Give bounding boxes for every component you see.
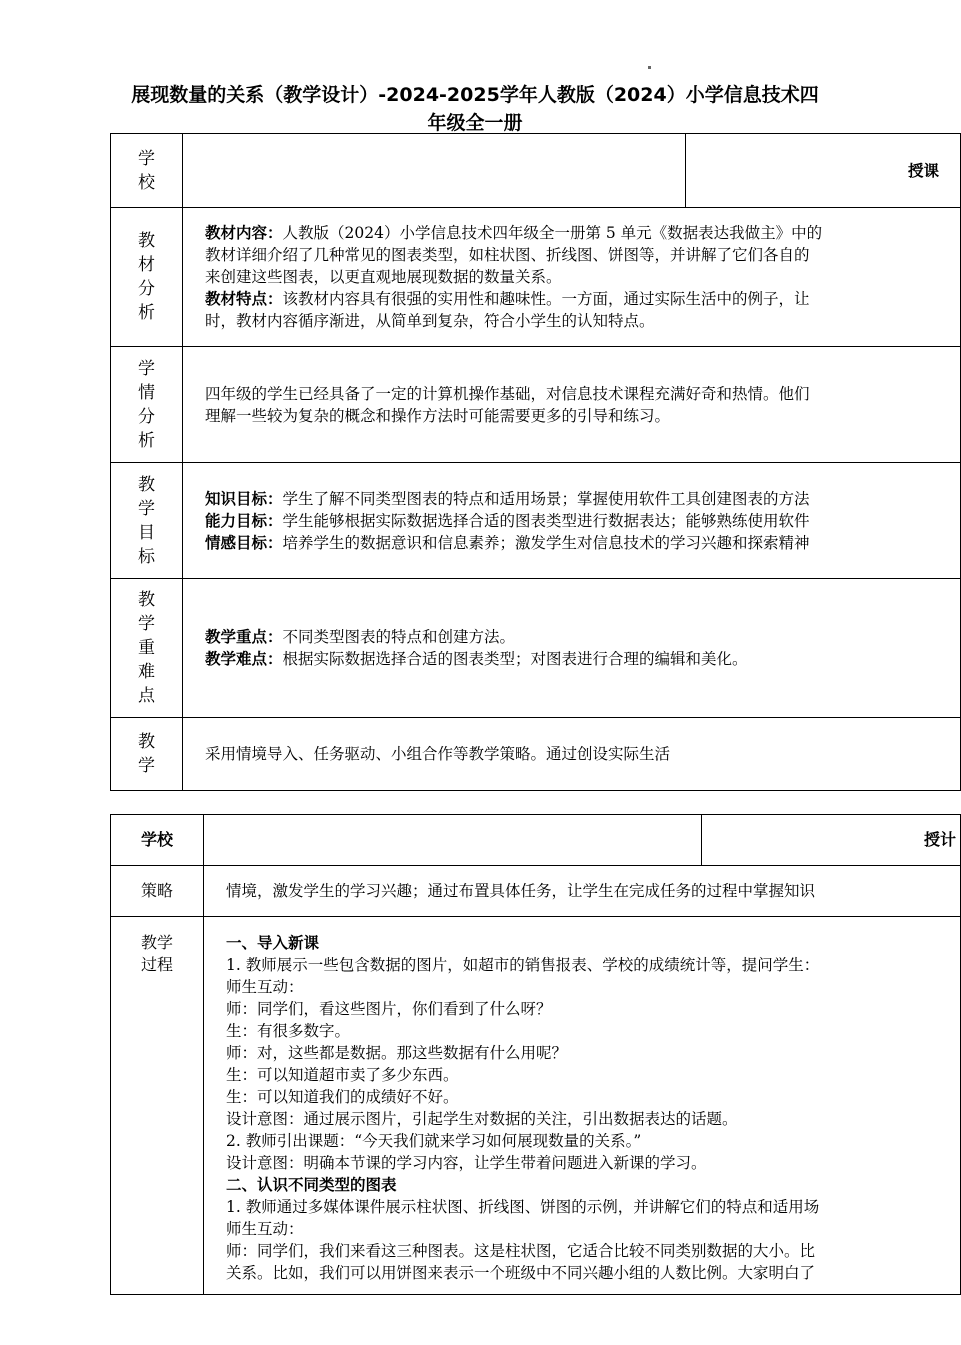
- teaching-label-cell-2: [702, 815, 961, 866]
- row-label-char: 学: [138, 756, 155, 776]
- content-text: 来创建这些图表，以更直观地展现数据的数量关系。: [205, 268, 562, 286]
- table-row: [111, 815, 961, 866]
- process-label-2: 过程: [140, 955, 173, 974]
- teaching-label-cell: [686, 134, 961, 208]
- process-line: 师：对，这些都是数据。那这些数据有什么用呢？: [226, 1044, 568, 1062]
- content-line: [205, 244, 960, 266]
- teaching-label: 授课: [908, 160, 940, 180]
- row-label-char: 分: [138, 406, 155, 427]
- process-heading: 一、导入新课: [226, 933, 320, 952]
- process-line: 2. 教师引出课题：“今天我们就来学习如何展现数量的关系。”: [226, 1132, 642, 1150]
- process-line: 生：可以知道超市卖了多少东西。: [226, 1066, 459, 1084]
- process-line: 1. 教师展示一些包含数据的图片，如超市的销售报表、学校的成绩统计等，提问学生：: [226, 956, 820, 974]
- lesson-plan-table-1: [110, 133, 961, 791]
- process-line: 生：有很多数字。: [226, 1022, 351, 1040]
- strategy-label: 策略: [111, 866, 204, 917]
- content-text: 该教材内容具有很强的实用性和趣味性。一方面，通过实际生活中的例子，让: [282, 290, 810, 308]
- row-label-cell: [111, 347, 183, 463]
- content-keyword: 教材特点：: [205, 289, 283, 308]
- process-content-cell: [204, 917, 961, 1295]
- content-text: 教材详细介绍了几种常见的图表类型，如柱状图、折线图、饼图等，并讲解了它们各自的: [205, 246, 810, 264]
- content-line: [205, 383, 960, 405]
- process-line: 师生互动：: [226, 1220, 304, 1238]
- process-line: 设计意图：明确本节课的学习内容，让学生带着问题进入新课的学习。: [226, 1154, 707, 1172]
- process-line: 师：同学们，我们来看这三种图表。这是柱状图，它适合比较不同类别数据的大小。比: [226, 1242, 816, 1260]
- process-heading: 二、认识不同类型的图表: [226, 1175, 397, 1194]
- table-row: [111, 134, 961, 208]
- document-title-line2: 年级全一册: [427, 112, 523, 134]
- content-text: 学生能够根据实际数据选择合适的图表类型进行数据表达；能够熟练使用软件: [282, 511, 810, 530]
- table-row: [111, 718, 961, 791]
- content-line: [205, 288, 960, 310]
- row-label-char: 分: [138, 279, 155, 299]
- content-line: [205, 648, 960, 670]
- row-label-char: 教: [138, 474, 155, 495]
- strategy-text: 情境，激发学生的学习兴趣；通过布置具体任务，让学生在完成任务的过程中掌握知识: [204, 866, 961, 917]
- content-line: [205, 222, 960, 244]
- row-label-char: 学: [138, 358, 155, 379]
- content-line: [205, 405, 960, 427]
- row-content-cell: [183, 208, 961, 347]
- content-text: 理解一些较为复杂的概念和操作方法时可能需要更多的引导和练习。: [205, 406, 671, 425]
- school-value-cell-2: [204, 815, 702, 866]
- row-content-cell: [183, 347, 961, 463]
- row-content-cell: [183, 718, 961, 791]
- content-keyword: 能力目标：: [205, 510, 283, 530]
- table-row: [111, 347, 961, 463]
- content-line: [205, 626, 960, 648]
- content-keyword: 教学难点：: [205, 649, 283, 668]
- row-label-char: 目: [138, 522, 155, 543]
- process-line: 关系。比如，我们可以用饼图来表示一个班级中不同兴趣小组的人数比例。大家明白了: [226, 1264, 816, 1282]
- school-value-cell: [183, 134, 686, 208]
- table-row: [111, 463, 961, 579]
- table-row: [111, 579, 961, 718]
- content-line: [205, 266, 960, 288]
- row-label-char: 析: [138, 303, 155, 323]
- content-line: [205, 510, 960, 532]
- content-text: 学生了解不同类型图表的特点和适用场景；掌握使用软件工具创建图表的方法: [282, 489, 810, 508]
- process-line: 师生互动：: [226, 978, 304, 996]
- content-text: 培养学生的数据意识和信息素养；激发学生对信息技术的学习兴趣和探索精神: [282, 533, 810, 552]
- table-row: [111, 917, 961, 1295]
- content-keyword: 教材内容：: [205, 223, 283, 242]
- content-line: [205, 310, 960, 332]
- content-keyword: 知识目标：: [205, 488, 283, 508]
- row-label-char: 教: [138, 231, 155, 251]
- page-dot: [648, 66, 651, 69]
- row-label-char: 重: [138, 638, 155, 658]
- row-content-cell: [183, 579, 961, 718]
- row-label-char: 学: [138, 614, 155, 634]
- school-label-2: 学校: [111, 815, 204, 866]
- lesson-plan-table-2: [110, 814, 961, 1295]
- row-content-cell: [183, 463, 961, 579]
- process-label-cell: [111, 917, 204, 1295]
- row-label-char: 标: [138, 546, 155, 567]
- table-row: [111, 208, 961, 347]
- process-line: 生：可以知道我们的成绩好不好。: [226, 1088, 459, 1106]
- process-line: 师：同学们，看这些图片，你们看到了什么呀？: [226, 1000, 552, 1018]
- school-label-char: 学: [138, 148, 155, 169]
- row-label-cell: [111, 579, 183, 718]
- row-label-char: 教: [138, 732, 155, 752]
- content-line: [205, 532, 960, 554]
- row-label-char: 情: [138, 382, 155, 403]
- row-label-cell: [111, 718, 183, 791]
- row-label-cell: [111, 208, 183, 347]
- process-line: 1. 教师通过多媒体课件展示柱状图、折线图、饼图的示例，并讲解它们的特点和适用场: [226, 1198, 820, 1216]
- row-label-cell: [111, 463, 183, 579]
- content-line: [205, 488, 960, 510]
- row-label-char: 学: [138, 498, 155, 519]
- school-label-char: 校: [138, 172, 155, 193]
- content-keyword: 情感目标：: [205, 532, 283, 552]
- content-line: [205, 743, 960, 765]
- content-text: 不同类型图表的特点和创建方法。: [282, 628, 516, 646]
- content-text: 人教版（2024）小学信息技术四年级全一册第 5 单元《数据表达我做主》中的: [282, 224, 823, 242]
- row-label-char: 点: [138, 686, 155, 706]
- row-label-char: 析: [138, 430, 155, 451]
- process-line: 设计意图：通过展示图片，引起学生对数据的关注，引出数据表达的话题。: [226, 1110, 738, 1128]
- content-text: 根据实际数据选择合适的图表类型；对图表进行合理的编辑和美化。: [282, 650, 748, 668]
- content-keyword: 教学重点：: [205, 627, 283, 646]
- content-text: 时，教材内容循序渐进，从简单到复杂，符合小学生的认知特点。: [205, 312, 655, 330]
- document-title-line1: 展现数量的关系（教学设计）-2024-2025学年人教版（2024）小学信息技术四: [131, 84, 819, 106]
- row-label-char: 材: [138, 255, 155, 275]
- content-text: 四年级的学生已经具备了一定的计算机操作基础，对信息技术课程充满好奇和热情。他们: [205, 384, 810, 403]
- row-label-char: 教: [138, 590, 155, 610]
- school-label-cell: [111, 134, 183, 208]
- table-row: [111, 866, 961, 917]
- teaching-label-2: 授计: [924, 830, 957, 849]
- content-text: 采用情境导入、任务驱动、小组合作等教学策略。通过创设实际生活: [205, 745, 671, 763]
- process-label-1: 教学: [140, 933, 173, 952]
- row-label-char: 难: [138, 662, 155, 682]
